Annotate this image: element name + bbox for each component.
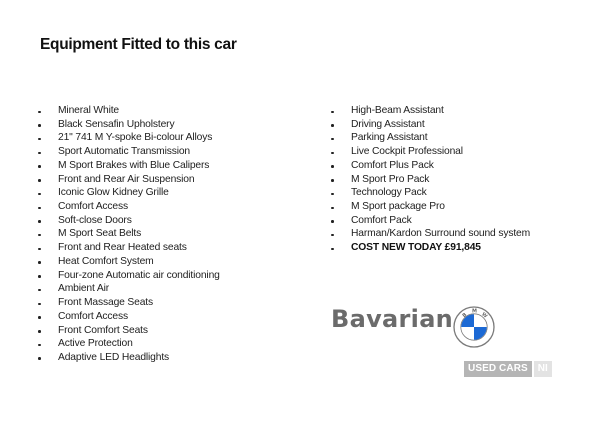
bullet-icon: [38, 207, 41, 210]
list-item: M Sport Brakes with Blue Calipers: [35, 159, 220, 173]
list-item: Mineral White: [35, 104, 220, 118]
bullet-icon: [38, 220, 41, 223]
list-item: Heat Comfort System: [35, 255, 220, 269]
list-item: Front Comfort Seats: [35, 324, 220, 338]
bullet-icon: [38, 165, 41, 168]
bullet-icon: [331, 234, 334, 237]
bullet-icon: [331, 248, 334, 251]
bullet-icon: [331, 152, 334, 155]
list-item: Comfort Plus Pack: [328, 159, 530, 173]
bullet-icon: [331, 179, 334, 182]
dealer-brand: [331, 307, 453, 331]
bullet-icon: [331, 138, 334, 141]
list-item: Black Sensafin Upholstery: [35, 118, 220, 132]
svg-text:M: M: [472, 308, 477, 315]
bullet-icon: [38, 193, 41, 196]
list-item: Harman/Kardon Surround sound system: [328, 227, 530, 241]
list-item: Active Protection: [35, 337, 220, 351]
list-item: M Sport package Pro: [328, 200, 530, 214]
list-item: M Sport Pro Pack: [328, 173, 530, 187]
bullet-icon: [38, 261, 41, 264]
list-item: Comfort Access: [35, 310, 220, 324]
bullet-icon: [38, 152, 41, 155]
list-item: 21" 741 M Y-spoke Bi-colour Alloys: [35, 131, 220, 145]
bullet-icon: [38, 111, 41, 114]
list-item: M Sport Seat Belts: [35, 227, 220, 241]
equipment-list-right: [328, 104, 530, 255]
list-item: Ambient Air: [35, 282, 220, 296]
page-title: Equipment Fitted to this car: [40, 36, 237, 53]
used-cars-badge: [464, 361, 552, 377]
list-item: Front and Rear Heated seats: [35, 241, 220, 255]
svg-text:B: B: [461, 311, 469, 320]
cost-new-today: COST NEW TODAY £91,845: [328, 241, 530, 255]
bullet-icon: [38, 303, 41, 306]
list-item: Front and Rear Air Suspension: [35, 173, 220, 187]
bullet-icon: [331, 207, 334, 210]
bullet-icon: [38, 316, 41, 319]
bullet-icon: [38, 344, 41, 347]
bullet-icon: [331, 220, 334, 223]
bullet-icon: [38, 179, 41, 182]
bullet-icon: [38, 248, 41, 251]
dealer-name: Bavarian: [331, 305, 454, 333]
bullet-icon: [38, 330, 41, 333]
bullet-icon: [38, 289, 41, 292]
equipment-list-left: [35, 104, 220, 365]
list-item: Parking Assistant: [328, 131, 530, 145]
bullet-icon: [38, 357, 41, 360]
list-item: Live Cockpit Professional: [328, 145, 530, 159]
bullet-icon: [331, 111, 334, 114]
list-item: Comfort Access: [35, 200, 220, 214]
bullet-icon: [38, 234, 41, 237]
bullet-icon: [331, 165, 334, 168]
list-item: High-Beam Assistant: [328, 104, 530, 118]
list-item: Soft-close Doors: [35, 214, 220, 228]
bullet-icon: [38, 275, 41, 278]
list-item: Adaptive LED Headlights: [35, 351, 220, 365]
list-item: Iconic Glow Kidney Grille: [35, 186, 220, 200]
bullet-icon: [38, 138, 41, 141]
used-cars-label: USED CARS: [464, 361, 532, 377]
list-item: Four-zone Automatic air conditioning: [35, 269, 220, 283]
bullet-icon: [331, 124, 334, 127]
list-item: Front Massage Seats: [35, 296, 220, 310]
list-item: Technology Pack: [328, 186, 530, 200]
bmw-logo-icon: [453, 306, 495, 348]
region-label: NI: [534, 361, 552, 377]
bullet-icon: [331, 193, 334, 196]
list-item: Sport Automatic Transmission: [35, 145, 220, 159]
list-item: Comfort Pack: [328, 214, 530, 228]
svg-text:W: W: [480, 311, 489, 320]
bullet-icon: [38, 124, 41, 127]
list-item: Driving Assistant: [328, 118, 530, 132]
